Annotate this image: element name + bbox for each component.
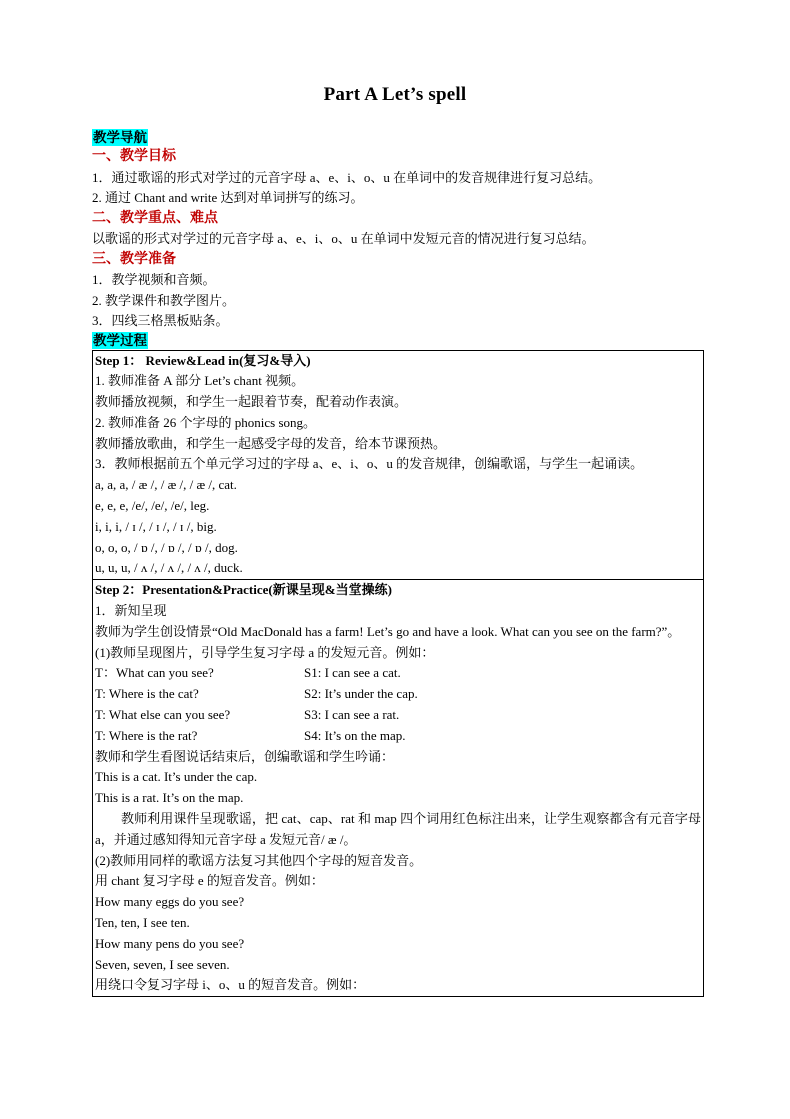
chant-line: This is a cat. It’s under the cap. [95, 769, 258, 785]
prep-line: 1．教学视频和音频。 [92, 272, 216, 287]
student-line: S1: I can see a cat. [304, 665, 401, 681]
prep-heading: 三、教学准备 [92, 251, 176, 267]
dialogue-row [95, 726, 701, 747]
phonics-line: u, u, u, / ʌ /, / ʌ /, / ʌ /, duck. [95, 560, 243, 576]
nav-label: 教学导航 [93, 130, 147, 145]
step2-heading: Step 2：Presentation&Practice(新课呈现&当堂操练) [95, 582, 392, 598]
page-title: Part A Let’s spell [323, 84, 467, 105]
chant-line: How many eggs do you see? [95, 894, 245, 910]
after-dialogue: 教师和学生看图说话结束后，创编歌谣和学生吟诵： [95, 748, 395, 764]
step1-cell [92, 350, 704, 581]
dialogue-row [95, 705, 701, 726]
goal-line: 2. 通过 Chant and write 达到对单词拼写的练习。 [92, 190, 364, 205]
prep-line: 2. 教学课件和教学图片。 [92, 292, 236, 308]
phonics-line: e, e, e, /e/, /e/, /e/, leg. [95, 498, 210, 514]
step2-subheading: 1．新知呈现 [95, 603, 167, 619]
phonics-line: i, i, i, / ɪ /, / ɪ /, / ɪ /, big. [95, 518, 217, 534]
e-intro: 用 chant 复习字母 e 的短音发音。例如： [95, 873, 324, 889]
step2-p2: (2)教师用同样的歌谣方法复习其他四个字母的短音发音。 [95, 852, 423, 868]
key-heading: 二、教学重点、难点 [92, 210, 218, 226]
chant-line: Seven, seven, I see seven. [95, 956, 230, 972]
student-line: S2: It’s under the cap. [304, 686, 418, 702]
courseware-text: 教师利用课件呈现歌谣，把 cat、cap、rat 和 map 四个词用红色标注出来，让学生观察都含有元音字母 a，并通过感知得知元音字母 a 发短元音/ æ /。 [95, 811, 701, 847]
process-label: 教学过程 [93, 332, 147, 348]
chant-line: Ten, ten, I see ten. [95, 915, 190, 931]
teacher-line: T: Where is the cat? [95, 686, 199, 702]
teacher-line: T：What can you see? [95, 665, 214, 681]
step2-intro: 教师为学生创设情景“Old MacDonald has a farm! Let’s go and have a look. What can you see on the farm?”。 [95, 623, 681, 639]
teacher-line: T: Where is the rat? [95, 727, 198, 743]
nav-section [92, 129, 704, 350]
prep-line: 3．四线三格黑板贴条。 [92, 313, 229, 328]
phonics-line: o, o, o, / ɒ /, / ɒ /, / ɒ /, dog. [95, 539, 238, 555]
dialogue-row [95, 663, 701, 684]
document-body [92, 129, 704, 997]
goals-heading: 一、教学目标 [92, 149, 176, 164]
phonics-line: a, a, a, / æ /, / æ /, / æ /, cat. [95, 477, 237, 493]
step1-line: 1. 教师准备 A 部分 Let’s chant 视频。 [95, 373, 305, 389]
step1-line: 教师播放歌曲，和学生一起感受字母的发音，给本节课预热。 [95, 435, 447, 451]
key-text: 以歌谣的形式对学过的元音字母 a、e、i、o、u 在单词中发短元音的情况进行复习总结。 [92, 231, 595, 246]
dialogue-row [95, 684, 701, 705]
student-line: S4: It’s on the map. [304, 727, 406, 743]
step1-line: 3．教师根据前五个单元学习过的字母 a、e、i、o、u 的发音规律，创编歌谣，与学生一起诵读。 [95, 456, 644, 472]
process-table [92, 350, 704, 998]
goal-line: 1．通过歌谣的形式对学过的元音字母 a、e、i、o、u 在单词中的发音规律进行复习总结。 [92, 169, 602, 185]
step1-line: 教师播放视频，和学生一起跟着节奏，配着动作表演。 [95, 394, 408, 410]
teacher-line: T: What else can you see? [95, 707, 231, 723]
chant-line: How many pens do you see? [95, 935, 245, 951]
tongue-twister-intro: 用绕口令复习字母 i、o、u 的短音发音。例如： [95, 977, 366, 993]
step1-heading: Step 1： Review&Lead in(复习&导入) [95, 352, 311, 368]
chant-line: This is a rat. It’s on the map. [95, 790, 244, 806]
student-line: S3: I can see a rat. [304, 707, 400, 723]
step2-cell [92, 580, 704, 997]
step1-line: 2. 教师准备 26 个字母的 phonics song。 [95, 414, 317, 430]
step2-p1: (1)教师呈现图片，引导学生复习字母 a 的发短元音。例如： [95, 644, 435, 660]
